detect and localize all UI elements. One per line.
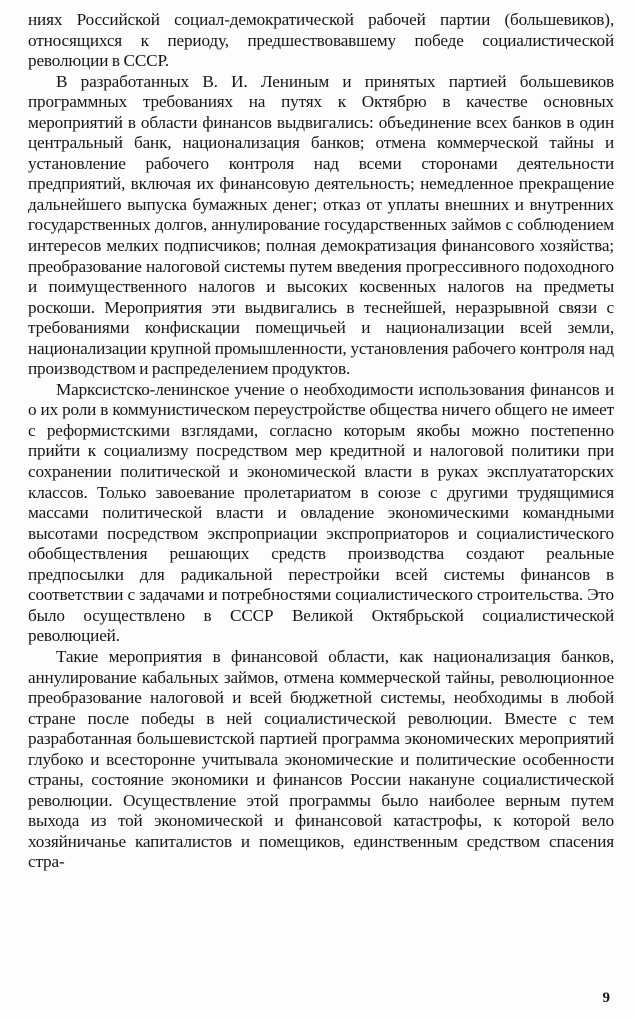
page-number: 9 <box>602 990 610 1006</box>
paragraph: Марксистско-ленинское учение о необходимости использования финансов и о их роли в коммунистическом переустройстве общества ничего общего не имеет с реформистскими взглядами, согласно которым якобы можно постепенно прийти к социализму посредством мер кредитной и налоговой политики при сохранении политической и экономической власти в руках эксплуататорских классов. Только завоевание пролетариатом в союзе с другими трудящимися массами политической власти и овладение экономическими командными высотами посредством экспроприации экспроприаторов и социалистического обобществления решающих средств производства создают реальные предпосылки для радикальной перестройки всей системы финансов в соответствии с задачами и потребностями социалистического строительства. Это было осуществлено в СССР Великой Октябрьской социалистической революцией. <box>28 379 614 646</box>
paragraph: Такие мероприятия в финансовой области, как национализация банков, аннулирование кабальных займов, отмена коммерческой тайны, революционное преобразование налоговой и всей бюджетной системы, необходимы в любой стране после победы в ней социалистической революции. Вместе с тем разработанная большевистской партией программа экономических мероприятий глубоко и всесторонне учитывала экономические и политические особенности страны, состояние экономики и финансов России накануне социалистической революции. Осуществление этой программы было наиболее верным путем выхода из той экономической и финансовой катастрофы, к которой вело хозяйничанье капиталистов и помещиков, единственным средством спасения стра- <box>28 646 614 872</box>
paragraph-continued: ниях Российской социал-демократической рабочей партии (большевиков), относящихся к периоду, предшествовавшему победе социалистической революции в СССР. <box>28 10 614 71</box>
paragraph: В разработанных В. И. Лениным и принятых партией большевиков программных требованиях на путях к Октябрю в качестве основных мероприятий в области финансов выдвигались: объединение всех банков в один центральный банк, национализация банков; отмена коммерческой тайны и установление рабочего контроля над всеми сторонами деятельности предприятий, включая их финансовую деятельность; немедленное прекращение дальнейшего выпуска бумажных денег; отказ от уплаты внешних и внутренних государственных долгов, аннулирование государственных займов с соблюдением интересов мелких подписчиков; полная демократизация финансового хозяйства; преобразование налоговой системы путем введения прогрессивного подоходного и поимущественного налогов и высоких косвенных налогов на предметы роскоши. Мероприятия эти выдвигались в теснейшей, неразрывной связи с требованиями конфискации помещичьей и национализации всей земли, национализации крупной промышленности, установления рабочего контроля над производством и распределением продуктов. <box>28 71 614 379</box>
body-text <box>28 10 614 873</box>
